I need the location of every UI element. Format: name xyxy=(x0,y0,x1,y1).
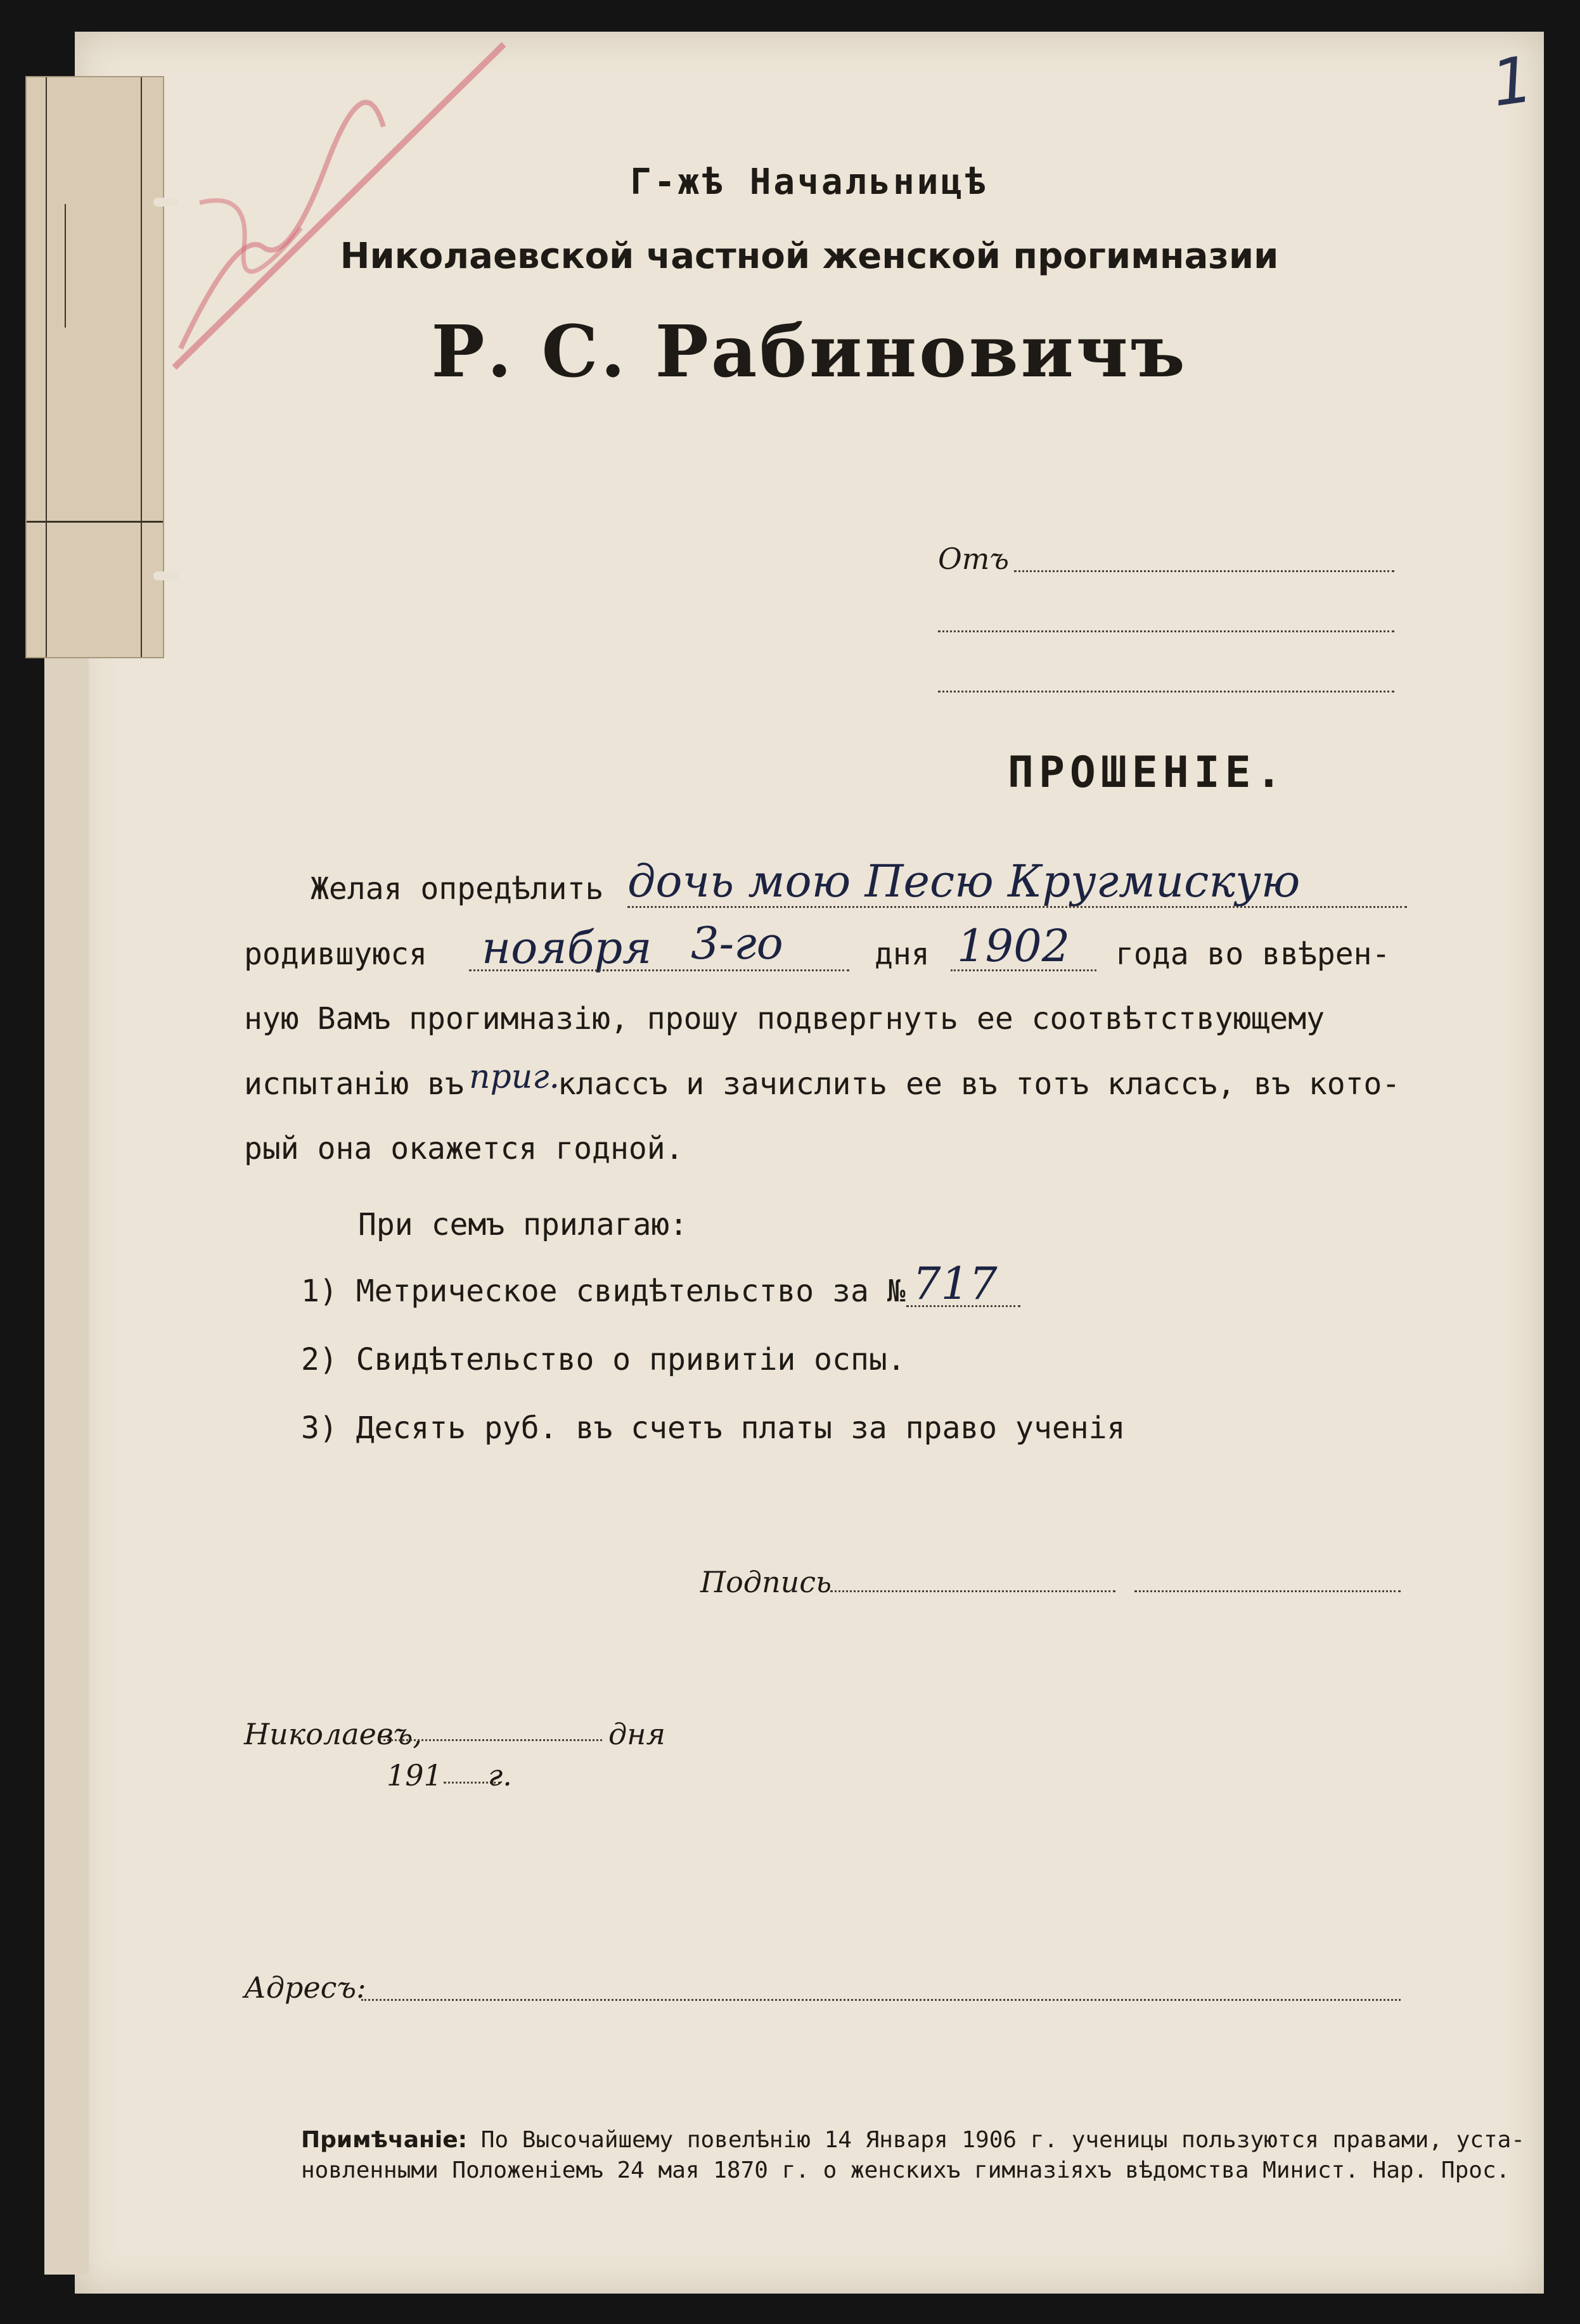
from-label: Отъ xyxy=(938,542,1009,576)
attachment-item-2: 2) Свидѣтельство о привитіи оспы. xyxy=(301,1342,906,1377)
address-label: Адресъ: xyxy=(244,1970,366,2005)
name-line xyxy=(627,906,1407,908)
body-line-5: рый она окажется годной. xyxy=(244,1131,684,1166)
year-prefix: 191 xyxy=(387,1758,442,1792)
attachment-item-1: 1) Метрическое свидѣтельство за № xyxy=(301,1274,906,1309)
body-line-3: ную Вамъ прогимназію, прошу подвергнуть ее соотвѣтствующему xyxy=(244,1001,1325,1037)
handwritten-child-name: дочь мою Песю Кругмискую xyxy=(627,855,1301,907)
certificate-number-line xyxy=(906,1305,1020,1307)
body-line-2-suffix: года во ввѣрен- xyxy=(1115,936,1391,972)
body-line-4-suffix: классъ и зачислить ее въ тотъ классъ, въ кото- xyxy=(558,1066,1401,1102)
from-line-2 xyxy=(938,630,1394,632)
body-line-2-prefix: родившуюся xyxy=(244,936,427,972)
handwritten-certificate-number: 717 xyxy=(913,1258,998,1310)
handwritten-day: 3-го xyxy=(691,917,783,969)
place-label: Николаевъ, xyxy=(244,1717,422,1751)
body-line-1-prefix: Желая опредѣлить xyxy=(311,871,604,907)
signature-line-1 xyxy=(830,1590,1115,1592)
paper-edge xyxy=(44,653,89,2275)
handwritten-class: приг. xyxy=(469,1058,560,1096)
handwritten-year: 1902 xyxy=(957,920,1070,972)
attachment-item-3: 3) Десять руб. въ счетъ платы за право ученія xyxy=(301,1410,1126,1446)
from-line-1 xyxy=(1014,570,1394,572)
page-number: 1 xyxy=(1487,42,1538,121)
header-owner-name: Р. С. Рабиновичъ xyxy=(431,310,1188,393)
address-line xyxy=(361,1999,1401,2001)
header-addressee: Г-жѣ Начальницѣ xyxy=(630,162,989,203)
header-school-name: Николаевской частной женской прогимназии xyxy=(340,236,1279,277)
document-title: ПРОШЕНІЕ. xyxy=(1008,748,1287,798)
note-label: Примѣчаніе: xyxy=(301,2127,468,2153)
handwritten-month: ноября xyxy=(482,922,652,974)
date-day-line xyxy=(383,1739,602,1741)
attachments-intro: При семъ прилагаю: xyxy=(358,1207,688,1242)
day-label: дня xyxy=(608,1717,665,1751)
note-line-1 xyxy=(301,2127,1525,2153)
signature-line-2 xyxy=(1134,1590,1401,1592)
year-line xyxy=(951,969,1096,971)
body-line-2-mid: дня xyxy=(875,936,930,972)
date-line xyxy=(469,969,849,971)
note-text-1: По Высочайшему повелѣнію 14 Января 1906 г. ученицы пользуются правами, уста- xyxy=(480,2127,1525,2153)
from-line-3 xyxy=(938,691,1394,693)
body-line-4-prefix: испытанію въ xyxy=(244,1066,464,1102)
note-text-2: новленными Положеніемъ 24 мая 1870 г. о женскихъ гимназіяхъ вѣдомства Минист. Нар. Прос. xyxy=(301,2157,1510,2183)
signature-label: Подпись xyxy=(700,1565,832,1599)
year-suffix: г. xyxy=(488,1758,512,1792)
